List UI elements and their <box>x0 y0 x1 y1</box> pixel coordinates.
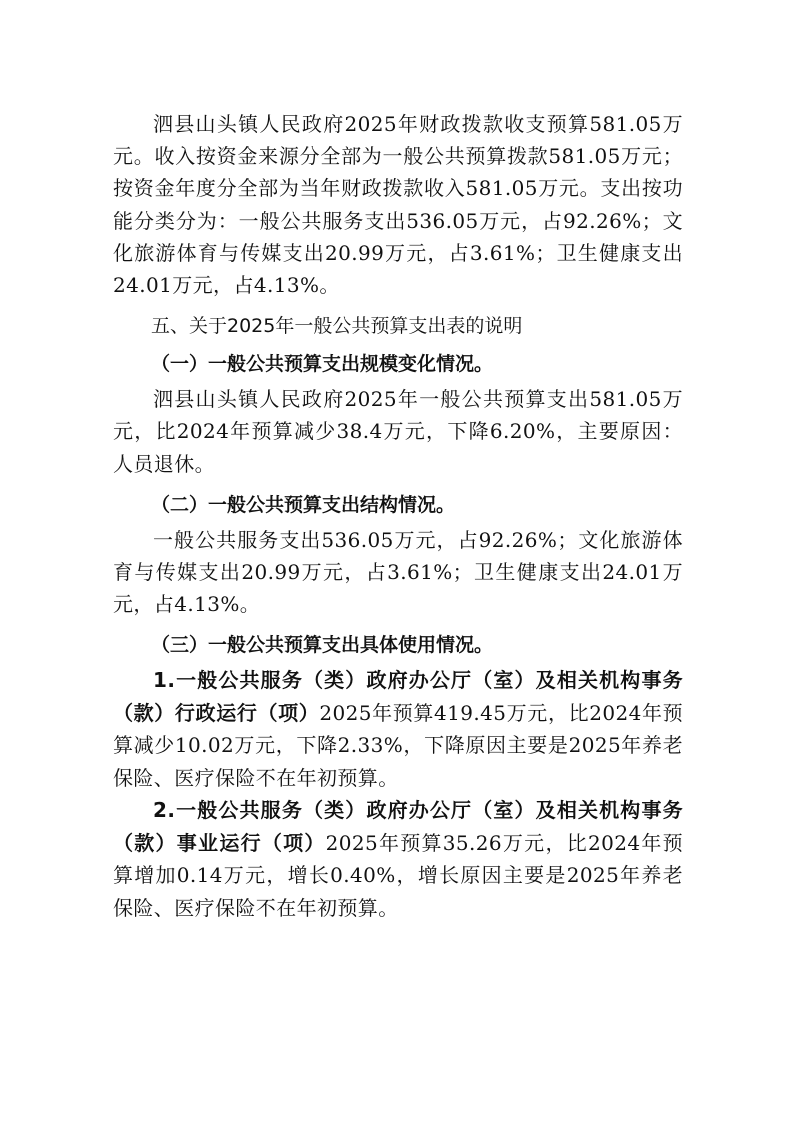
subsection-2-heading: （二）一般公共预算支出结构情况。 <box>151 493 456 516</box>
section-5-heading: 五、关于2025年一般公共预算支出表的说明 <box>151 315 523 338</box>
usage-item-2 <box>113 794 683 924</box>
usage-item-1 <box>113 664 683 794</box>
subsection-1-text: 泗县山头镇人民政府2025年一般公共预算支出581.05万元，比2024年预算减少38.4万元，下降6.20%，主要原因：人员退休。 <box>113 387 683 476</box>
usage-item-1-lead: 1.一般公共服务（类）政府办公厅（室）及相关机构事务（款）行政运行（项） <box>113 668 683 725</box>
usage-item-2-lead: 2.一般公共服务（类）政府办公厅（室）及相关机构事务（款）事业运行（项） <box>113 798 683 855</box>
budget-summary-paragraph: 泗县山头镇人民政府2025年财政拨款收支预算581.05万元。收入按资金来源分全部为一般公共预算拨款581.05万元；按资金年度分全部为当年财政拨款收入581.05万元。支出按功能分类分为：一般公共服务支出536.05万元，占92.26%；文化旅游体育与传媒支出20.99万元，占3.61%；卫生健康支出24.01万元，占4.13%。 <box>113 112 683 298</box>
document-body <box>113 108 683 924</box>
subsection-3-heading: （三）一般公共预算支出具体使用情况。 <box>151 634 494 657</box>
usage-item-1-text: 2025年预算419.45万元，比2024年预算减少10.02万元，下降2.33%，下降原因主要是2025年养老保险、医疗保险不在年初预算。 <box>113 700 683 790</box>
usage-item-2-text: 2025年预算35.26万元，比2024年预算增加0.14万元，增长0.40%，增长原因主要是2025年养老保险、医疗保险不在年初预算。 <box>113 830 683 920</box>
subsection-1-heading: （一）一般公共预算支出规模变化情况。 <box>151 353 494 376</box>
subsection-2-text: 一般公共服务支出536.05万元，占92.26%；文化旅游体育与传媒支出20.99万元，占3.61%；卫生健康支出24.01万元，占4.13%。 <box>113 527 683 617</box>
